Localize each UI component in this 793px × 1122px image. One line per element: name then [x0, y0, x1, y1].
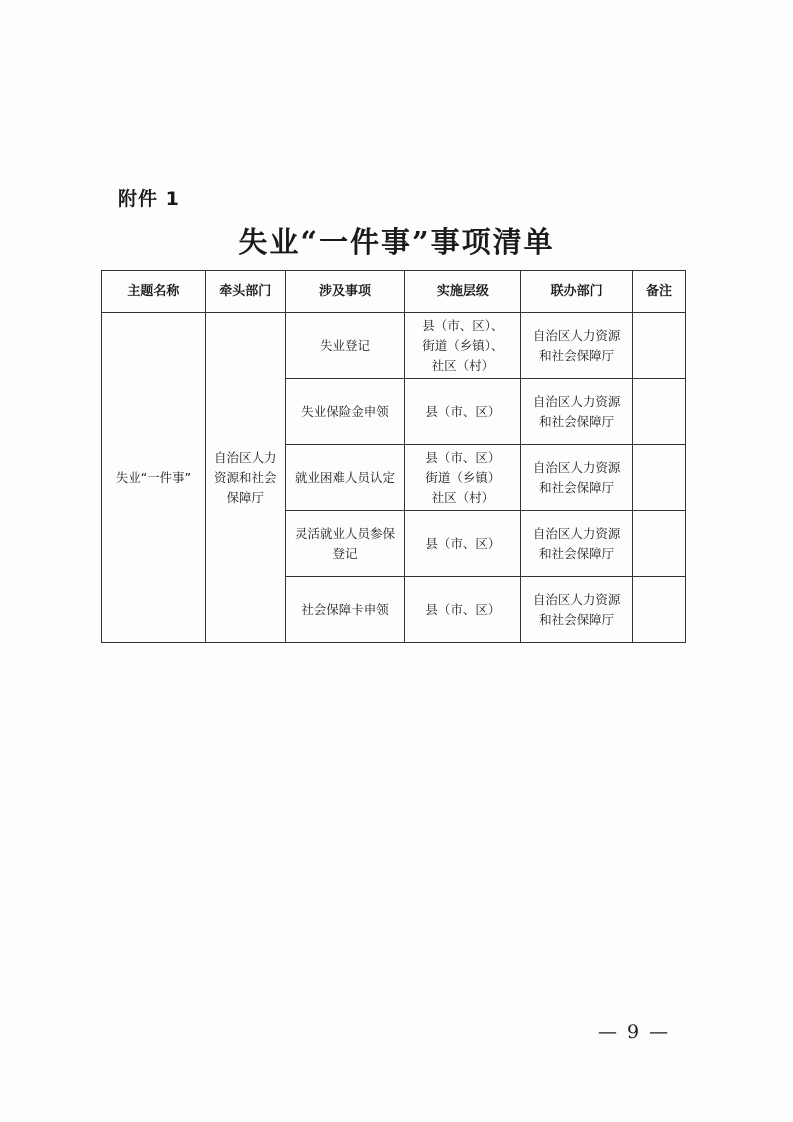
item-list-table: [101, 270, 686, 643]
item-cell: [285, 511, 405, 577]
header-remark: 备注: [633, 271, 686, 313]
lead-department-line: 保障厅: [226, 489, 265, 505]
co-department-line: 自治区人力资源: [532, 591, 621, 607]
item-line: 社会保障卡申领: [301, 601, 389, 617]
lead-department-cell: [205, 313, 285, 643]
lead-department-line: 自治区人力: [214, 449, 277, 465]
header-item: 涉及事项: [285, 271, 405, 313]
item-line: 就业困难人员认定: [295, 469, 396, 485]
document-title: 失业“一件事”事项清单: [238, 225, 555, 259]
level-cell: [405, 445, 521, 511]
co-department-line: 自治区人力资源: [532, 525, 621, 541]
co-department-cell: [521, 313, 633, 379]
level-cell: [405, 313, 521, 379]
header-level: 实施层级: [405, 271, 521, 313]
co-department-cell: [521, 379, 633, 445]
co-department-line: 自治区人力资源: [532, 327, 621, 343]
item-line: 失业登记: [320, 337, 371, 353]
co-department-line: 和社会保障厅: [539, 545, 615, 561]
level-line: 县（市、区）: [425, 449, 501, 465]
co-department-line: 自治区人力资源: [532, 393, 621, 409]
level-line: 街道（乡镇）: [425, 469, 501, 485]
page-number: — 9 —: [598, 1021, 671, 1043]
remark-cell: [633, 313, 686, 379]
item-line: 登记: [332, 545, 358, 561]
co-department-cell: [521, 577, 633, 643]
header-lead-department: 牵头部门: [205, 271, 285, 313]
attachment-label: 附件 1: [118, 188, 180, 210]
co-department-line: 和社会保障厅: [539, 611, 615, 627]
level-line: 社区（村）: [431, 357, 495, 373]
remark-cell: [633, 379, 686, 445]
remark-cell: [633, 577, 686, 643]
lead-department-line: 资源和社会: [214, 469, 277, 485]
item-line: 灵活就业人员参保: [295, 525, 396, 541]
header-theme: 主题名称: [102, 271, 206, 313]
level-line: 街道（乡镇）、: [422, 337, 504, 353]
level-line: 县（市、区）: [425, 535, 501, 551]
co-department-line: 和社会保障厅: [539, 347, 615, 363]
remark-cell: [633, 511, 686, 577]
co-department-line: 自治区人力资源: [532, 459, 621, 475]
item-cell: [285, 379, 405, 445]
co-department-line: 和社会保障厅: [539, 479, 615, 495]
item-cell: [285, 313, 405, 379]
co-department-line: 和社会保障厅: [539, 413, 615, 429]
level-line: 县（市、区）: [425, 601, 501, 617]
item-line: 失业保险金申领: [301, 403, 389, 419]
level-line: 县（市、区）、: [422, 317, 504, 333]
theme-cell: 失业“一件事”: [102, 313, 206, 643]
level-cell: [405, 577, 521, 643]
level-cell: [405, 379, 521, 445]
co-department-cell: [521, 445, 633, 511]
level-line: 社区（村）: [431, 489, 495, 505]
header-co-department: 联办部门: [521, 271, 633, 313]
level-cell: [405, 511, 521, 577]
item-cell: [285, 445, 405, 511]
item-cell: [285, 577, 405, 643]
table-header-row: [102, 271, 686, 313]
co-department-cell: [521, 511, 633, 577]
table-row: [102, 313, 686, 379]
level-line: 县（市、区）: [425, 403, 501, 419]
remark-cell: [633, 445, 686, 511]
